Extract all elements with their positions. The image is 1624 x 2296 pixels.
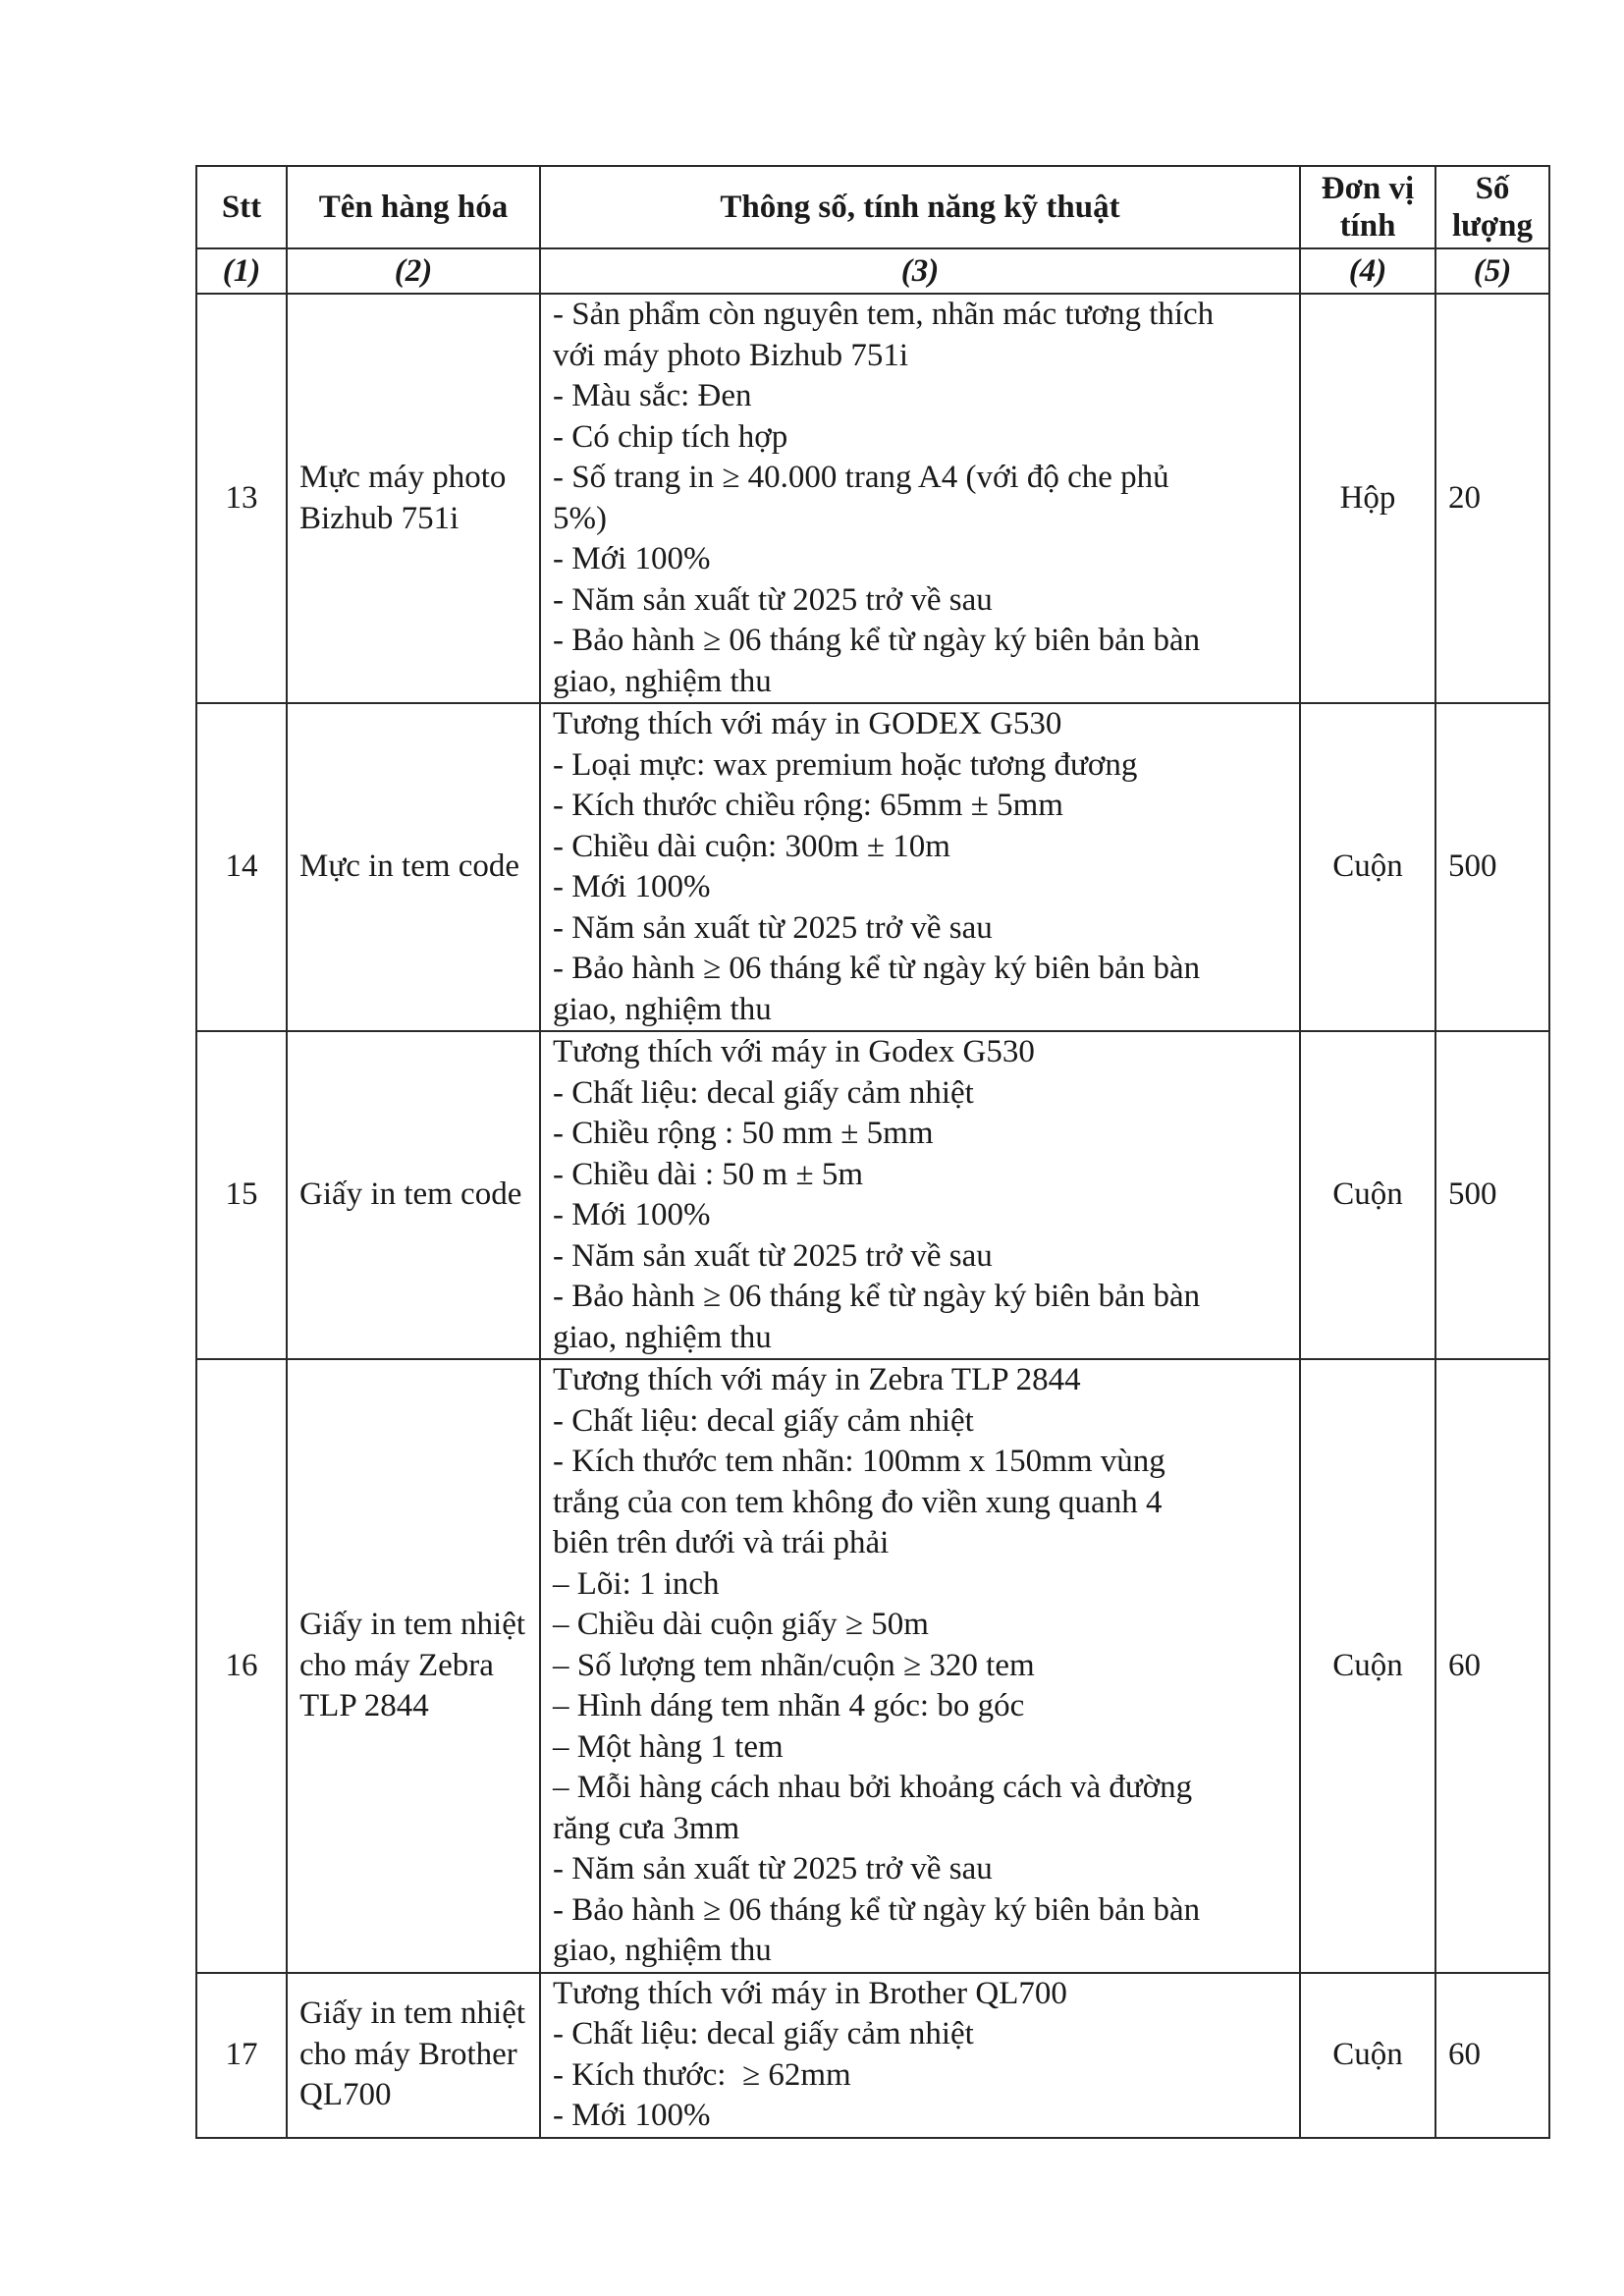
spec-line: - Kích thước: ≥ 62mm: [553, 2056, 851, 2093]
row-quantity: 500: [1435, 1031, 1549, 1359]
table-row: [196, 1359, 1549, 1973]
spec-line: - Năm sản xuất từ 2025 trở về sau: [553, 1237, 993, 1274]
row-spec: [540, 703, 1300, 1031]
row-quantity: 60: [1435, 1973, 1549, 2138]
row-quantity: 500: [1435, 703, 1549, 1031]
header-name: Tên hàng hóa: [287, 166, 540, 248]
spec-line: - Năm sản xuất từ 2025 trở về sau: [553, 581, 993, 618]
spec-line: - Mới 100%: [553, 541, 711, 576]
row-unit: Cuộn: [1300, 703, 1435, 1031]
row-unit: Cuộn: [1300, 1973, 1435, 2138]
row-quantity: 60: [1435, 1359, 1549, 1973]
spec-line: - Chiều dài : 50 m ± 5m: [553, 1156, 863, 1192]
row-spec: [540, 1359, 1300, 1973]
table-row: [196, 1973, 1549, 2138]
row-spec: [540, 1973, 1300, 2138]
table-body: [196, 294, 1549, 2138]
spec-line: Tương thích với máy in Godex G530: [553, 1034, 1035, 1069]
spec-line: - Chiều dài cuộn: 300m ± 10m: [553, 828, 950, 864]
row-stt: 17: [196, 1973, 287, 2138]
column-number: (1): [196, 248, 287, 294]
spec-line: - Chất liệu: decal giấy cảm nhiệt: [553, 1074, 974, 1111]
spec-line: giao, nghiệm thu: [553, 991, 772, 1027]
spec-line: - Sản phẩm còn nguyên tem, nhãn mác tương thích: [553, 297, 1215, 332]
spec-line: - Có chip tích hợp: [553, 418, 788, 455]
spec-line: - Bảo hành ≥ 06 tháng kể từ ngày ký biên bản bàn: [553, 623, 1201, 658]
header-row: [196, 166, 1549, 248]
spec-line: - Số trang in ≥ 40.000 trang A4 (với độ che phủ: [553, 460, 1169, 495]
spec-line: - Chiều rộng : 50 mm ± 5mm: [553, 1116, 934, 1151]
spec-line: - Mới 100%: [553, 1197, 711, 1232]
spec-line: – Số lượng tem nhãn/cuộn ≥ 320 tem: [553, 1647, 1035, 1683]
spec-line: - Chất liệu: decal giấy cảm nhiệt: [553, 1402, 974, 1439]
row-item-name: Mực máy photo Bizhub 751i: [287, 294, 540, 703]
header-unit: Đơn vị tính: [1300, 166, 1435, 248]
spec-line: - Loại mực: wax premium hoặc tương đương: [553, 746, 1138, 783]
spec-line: - Kích thước chiều rộng: 65mm ± 5mm: [553, 788, 1063, 823]
row-spec: [540, 294, 1300, 703]
spec-line: – Một hàng 1 tem: [553, 1728, 784, 1765]
header-spec: Thông số, tính năng kỹ thuật: [540, 166, 1300, 248]
spec-line: - Bảo hành ≥ 06 tháng kể từ ngày ký biên bản bàn: [553, 1279, 1201, 1314]
specification-table: [195, 165, 1550, 2139]
spec-line: Tương thích với máy in GODEX G530: [553, 706, 1062, 741]
spec-line: Tương thích với máy in Zebra TLP 2844: [553, 1362, 1081, 1397]
column-number: (5): [1435, 248, 1549, 294]
spec-line: – Mỗi hàng cách nhau bởi khoảng cách và đường: [553, 1770, 1193, 1805]
spec-line: - Kích thước tem nhãn: 100mm x 150mm vùng: [553, 1444, 1165, 1479]
row-unit: Cuộn: [1300, 1359, 1435, 1973]
spec-line: - Mới 100%: [553, 2098, 711, 2133]
spec-line: với máy photo Bizhub 751i: [553, 337, 909, 373]
row-spec: [540, 1031, 1300, 1359]
spec-line: – Lõi: 1 inch: [553, 1565, 720, 1602]
row-item-name: Giấy in tem code: [287, 1031, 540, 1359]
row-unit: Cuộn: [1300, 1031, 1435, 1359]
row-stt: 13: [196, 294, 287, 703]
spec-line: - Bảo hành ≥ 06 tháng kể từ ngày ký biên bản bàn: [553, 1891, 1201, 1928]
row-stt: 16: [196, 1359, 287, 1973]
spec-line: giao, nghiệm thu: [553, 1319, 772, 1355]
header-stt: Stt: [196, 166, 287, 248]
row-item-name: Giấy in tem nhiệt cho máy Zebra TLP 2844: [287, 1359, 540, 1973]
spec-line: 5%): [553, 500, 607, 536]
spec-line: răng cưa 3mm: [553, 1810, 740, 1846]
row-stt: 15: [196, 1031, 287, 1359]
column-number-row: [196, 248, 1549, 294]
column-number: (3): [540, 248, 1300, 294]
table-row: [196, 703, 1549, 1031]
table-row: [196, 294, 1549, 703]
row-quantity: 20: [1435, 294, 1549, 703]
row-stt: 14: [196, 703, 287, 1031]
spec-line: biên trên dưới và trái phải: [553, 1525, 890, 1560]
spec-line: - Màu sắc: Đen: [553, 378, 752, 413]
spec-line: – Chiều dài cuộn giấy ≥ 50m: [553, 1607, 929, 1642]
spec-line: giao, nghiệm thu: [553, 663, 772, 699]
header-qty: Số lượng: [1435, 166, 1549, 248]
spec-line: – Hình dáng tem nhãn 4 góc: bo góc: [553, 1688, 1025, 1723]
column-number: (4): [1300, 248, 1435, 294]
spec-line: trắng của con tem không đo viền xung quanh 4: [553, 1484, 1163, 1520]
spec-line: - Chất liệu: decal giấy cảm nhiệt: [553, 2016, 974, 2051]
spec-line: giao, nghiệm thu: [553, 1933, 772, 1968]
spec-line: - Mới 100%: [553, 869, 711, 904]
spec-line: - Năm sản xuất từ 2025 trở về sau: [553, 1851, 993, 1886]
row-item-name: Giấy in tem nhiệt cho máy Brother QL700: [287, 1973, 540, 2138]
spec-line: Tương thích với máy in Brother QL700: [553, 1975, 1067, 2011]
row-unit: Hộp: [1300, 294, 1435, 703]
row-item-name: Mực in tem code: [287, 703, 540, 1031]
spec-line: - Bảo hành ≥ 06 tháng kể từ ngày ký biên bản bàn: [553, 951, 1201, 986]
table-row: [196, 1031, 1549, 1359]
column-number: (2): [287, 248, 540, 294]
spec-line: - Năm sản xuất từ 2025 trở về sau: [553, 909, 993, 946]
